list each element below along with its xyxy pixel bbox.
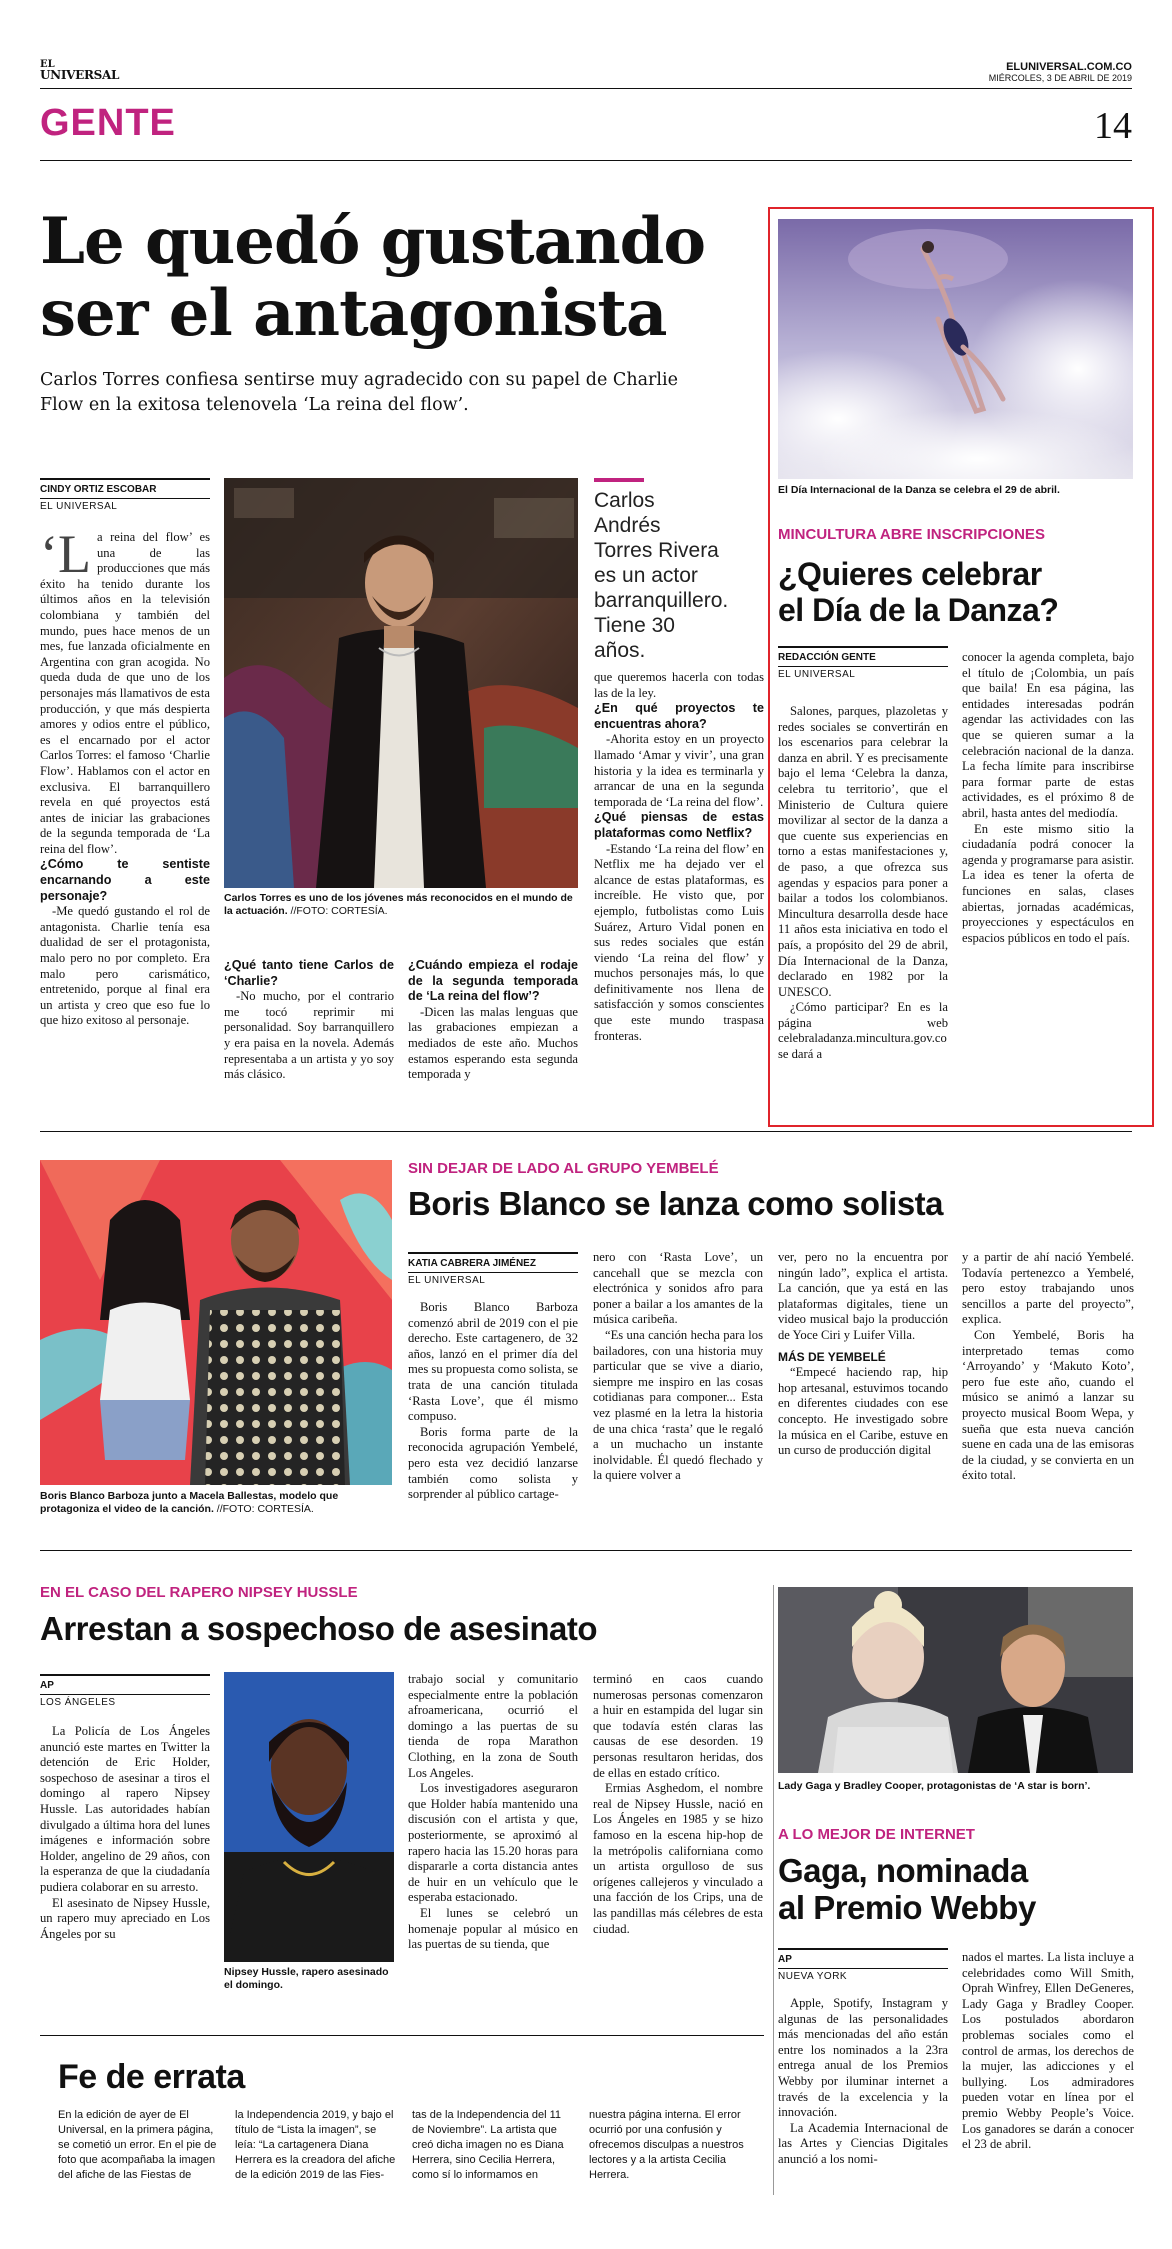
gaga-cooper-photo	[778, 1587, 1133, 1773]
paragraph: nero con ‘Rasta Love’, un cancehall que se mezcla con electrónica y sonidos afro para poner a bailar a los amantes de la música caribeña.	[593, 1250, 763, 1327]
errata-col-1: En la edición de ayer de El Universal, en la primera página, se cometió un error. En el pie de foto que acompañaba la imagen del afiche de las Fiestas de	[58, 2109, 217, 2181]
gaga-headline-line-1: Gaga, nominada	[778, 1852, 1028, 1889]
nipsey-photo	[224, 1672, 394, 1962]
paragraph: Los investigadores aseguraron que Holder había mantenido una discusión con el artista y que, posteriormente, se aproximó al rapero hacia las 15.20 horas para dispararle a corta distancia antes de huir en un vehículo que le esperaba estacionado.	[408, 1781, 578, 1905]
danza-col-1	[778, 704, 948, 1063]
paragraph: “Es una canción hecha para los bailadores, con una historia muy particular que se vive a diario, siempre me inspiro en las cosas cotidianas para componer... Esta vez plasmé en la letra la historia de una chica ‘rasta’ que le regaló a un muchacho un instante inolvidable. Él quedó flechado y la quiere volver a	[593, 1327, 763, 1483]
interview-question: ¿En qué proyectos te encuentras ahora?	[594, 701, 764, 731]
paragraph: -Ahorita estoy en un proyecto llamado ‘Amar y vivir’, una gran historia y la idea es terminarla y arrancar de una en la segunda temporada de ‘La reina del flow’.	[594, 732, 764, 809]
paragraph: “Empecé haciendo rap, hip hop artesanal, estuvimos tocando en diferentes ciudades con ese concepto. He investigado sobre la música en el Caribe, estuve en un curso de producción digital	[778, 1365, 948, 1458]
boris-byline	[408, 1252, 578, 1287]
caption-text: Boris Blanco Barboza junto a Macela Ballestas, modelo que protagoniza el video de la canción.	[40, 1490, 339, 1515]
paragraph: Boris forma parte de la reconocida agrupación Yembelé, pero esta vez decidió lanzarse también como solista y sorprender al público cartage-	[408, 1424, 578, 1502]
outlet: NUEVA YORK	[778, 1968, 948, 1983]
outlet: EL UNIVERSAL	[778, 666, 948, 681]
caption-text: Nipsey Hussle, rapero asesinado el domingo.	[224, 1966, 389, 1991]
author: KATIA CABRERA JIMÉNEZ	[408, 1252, 578, 1270]
paragraph: -Dicen las malas lenguas que las grabaciones empiezan a mediados de este año. Muchos estamos esperando esta segunda temporada y	[408, 1004, 578, 1082]
author: AP	[778, 1948, 948, 1966]
main-col-1	[40, 524, 210, 1029]
paragraph: -Estando ‘La reina del flow’ en Netflix me ha dejado ver el alcance de estas plataformas, es increíble. He visto que, por ejemplo, futbolistas como Luis Suárez, Arturo Vidal ponen en sus redes sociales que están viendo ‘La reina del flow’ y muchos personajes más, lo que definitivamente nos llena de satisfacción y somos conscientes que este mundo traspasa fronteras.	[594, 841, 764, 1043]
subhead: MÁS DE YEMBELÉ	[778, 1349, 886, 1364]
boris-photo	[40, 1160, 392, 1485]
errata-title: Fe de errata	[58, 2058, 245, 2096]
errata-col-4: nuestra página interna. El error ocurrió por una confusión y ofrecemos disculpas a nuestros lectores y a la artista Cecilia Herrera.	[589, 2109, 744, 2181]
interview-question: ¿Qué tanto tiene Carlos de ‘Charlie?	[224, 958, 394, 988]
interview-question: ¿Cuándo empieza el rodaje de la segunda temporada de ‘La reina del flow’?	[408, 958, 578, 1004]
nipsey-headline: Arrestan a sospechoso de asesinato	[40, 1610, 598, 1647]
boris-kicker: SIN DEJAR DE LADO AL GRUPO YEMBELÉ	[408, 1160, 719, 1177]
nipsey-caption	[224, 1966, 389, 1992]
gaga-caption: Lady Gaga y Bradley Cooper, protagonistas de ‘A star is born’.	[778, 1780, 1091, 1792]
danza-headline	[778, 556, 1058, 628]
section-title: GENTE	[40, 102, 176, 144]
paragraph: ¿Cómo participar? En es la página web celebraladanza.mincultura.gov.co se dará a	[778, 1000, 948, 1062]
logo	[40, 60, 119, 80]
nipsey-col-2	[408, 1672, 578, 1953]
photo-credit: //FOTO: CORTESÍA.	[216, 1503, 314, 1515]
paragraph: nados el martes. La lista incluye a celebridades como Will Smith, Oprah Winfrey, Ellen DeGeneres, Lady Gaga y Bradley Cooper. Los postulados abordaron problemas sociales como el control de armas, los derechos de la mujer, las adicciones y el bullying. Los admiradores pueden votar en línea por el premio Webby People’s Voice. Los ganadores se darán a conocer el 23 de abril.	[962, 1950, 1134, 2152]
paragraph: Ermias Asghedom, el nombre real de Nipsey Hussle, nació en Los Ángeles en 1985 y se hizo famoso en la escena hip-hop de la metrópolis californiana como un artista orgulloso de sus orígenes callejeros y vinculado a una facción de los Crips, una de las pandillas más célebres de esta ciudad.	[593, 1781, 763, 1936]
author: AP	[40, 1674, 210, 1692]
main-col-3	[408, 958, 578, 1083]
nipsey-col-1	[40, 1724, 210, 1942]
dancer-photo	[778, 219, 1133, 479]
paragraph: ver, pero no la encuentra por ningún lado”, explica el artista. La canción, que ya está en las plataformas digitales, tiene un video musical bajo la producción de Yoce Ciri y Luifer Villa.	[778, 1250, 948, 1342]
boris-col-1	[408, 1300, 578, 1503]
logo-bottom: UNIVERSAL	[40, 68, 120, 82]
author: REDACCIÓN GENTE	[778, 646, 948, 664]
interview-question: ¿Cómo te sentiste encarnando a este personaje?	[40, 857, 210, 903]
gaga-byline	[778, 1948, 948, 1983]
site-url: ELUNIVERSAL.COM.CO	[1006, 61, 1132, 73]
pull-quote: Carlos Andrés Torres Rivera es un actor barranquillero. Tiene 30 años.	[594, 489, 729, 662]
danza-headline-line-1: ¿Quieres celebrar	[778, 556, 1042, 592]
paragraph: -Me quedó gustando el rol de antagonista. Charlie tenía esa dualidad de ser el protagonista, malo pero no por completo. Era malo pero carismático, entretenido, porque al final era un artista y creo que eso fue lo que hizo exitoso al personaje.	[40, 904, 210, 1028]
paragraph: terminó en caos cuando numerosas personas comenzaron a huir en estampida del lugar sin que todavía estén claras las causas de ese desorden. 19 personas resultaron heridas, dos de ellas en estado crítico.	[593, 1672, 763, 1780]
paragraph: que queremos hacerla con todas las de la ley.	[594, 670, 764, 700]
outlet: EL UNIVERSAL	[40, 498, 210, 513]
paragraph: y a partir de ahí nació Yembelé. Todavía pertenezco a Yembelé, pero estoy trabajando unos sencillos a parte del proyecto”, explica.	[962, 1250, 1134, 1327]
paragraph: conocer la agenda completa, bajo el título de ¡Colombia, un país que baila! En esa página, las entidades interesadas podrán agendar las actividades con las que se quieren sumar a la celebración nacional de la danza. La fecha límite para inscribirse para formar parte de estas actividades, es el próximo 8 de abril, hasta antes del mediodía.	[962, 650, 1134, 820]
gaga-col-2	[962, 1950, 1134, 2153]
main-deck: Carlos Torres confiesa sentirse muy agradecido con su papel de Charlie Flow en la exitosa telenovela ‘La reina del flow’.	[40, 370, 678, 415]
masthead-meta	[989, 62, 1132, 84]
carlos-torres-photo	[224, 478, 578, 888]
paragraph: En este mismo sitio la ciudadanía podrá conocer la agenda y programarse para asistir. La idea es tener la oferta de funciones en salas, clases abiertas, jornadas académicas, proyecciones y espectáculos en espacios públicos en todo el país.	[962, 821, 1134, 945]
paragraph: a reina del flow’ es una de las producciones que más éxito ha tenido durante los últimos años en la televisión colombiana y también del mundo, pues hace menos de un mes, fue lanzada oficialmente en Argentina con gran acogida. No queda duda de que uno de los personajes más llamativos de esta producción, y que más despierta amores y odios entre el público, es el encarnado por el actor Carlos Torres: el famoso ‘Charlie Flow’. Hablamos con el actor en exclusiva. El barranquillero revela en qué proyectos está antes de iniciar las grabaciones de la segunda temporada de ‘La reina del flow’.	[40, 530, 210, 856]
outlet: LOS ÁNGELES	[40, 1694, 210, 1709]
nipsey-byline	[40, 1674, 210, 1709]
caption-text: Carlos Torres es uno de los jóvenes más reconocidos en el mundo de la actuación.	[224, 892, 573, 917]
photo-credit: //FOTO: CORTESÍA.	[290, 905, 388, 917]
logo-top: EL	[40, 59, 55, 70]
paragraph: La Policía de Los Ángeles anunció este martes en Twitter la detención de Eric Holder, sospechoso de asesinar a tiros el domingo al rapero Nipsey Hussle. Las autoridades habían divulgado a última hora del lunes imágenes e información sobre Holder, angelino de 29 años, con la esperanza de que la ciudadanía pudiera colaborar en su arresto.	[40, 1724, 210, 1894]
paragraph: trabajo social y comunitario especialmente entre la población afroamericana, ocurrió el domingo a las puertas de su tienda de ropa Marathon Clothing, en la zona de South Los Angeles.	[408, 1672, 578, 1780]
interview-question: ¿Qué piensas de estas plataformas como Netflix?	[594, 810, 764, 840]
danza-col-2	[962, 650, 1134, 946]
dancer-caption: El Día Internacional de la Danza se celebra el 29 de abril.	[778, 484, 1060, 496]
errata-col-3: tas de la Independencia del 11 de Noviembre”. La artista que creó dicha imagen no es Diana Herrera, sino Cecilia Herrera, como sí lo informamos en	[412, 2109, 564, 2181]
danza-headline-line-2: el Día de la Danza?	[778, 592, 1059, 628]
gaga-headline	[778, 1852, 1036, 1926]
boris-col-4	[962, 1250, 1134, 1484]
author: CINDY ORTIZ ESCOBAR	[40, 478, 210, 496]
paragraph: Con Yembelé, Boris ha interpretado temas como ‘Arroyando’ y ‘Makuto Koto’, pero fue este año, cuando el músico se animó a lanzar su proyecto musical Boom Wepa, y sueña que esta nueva canción suene en cada una de las emisoras de la ciudad, y se convierta en un éxito total.	[962, 1327, 1134, 1483]
paragraph: -No mucho, por el contrario me tocó reprimir mi personalidad. Soy barranquillero y era paisa en la novela. Además representaba a un artista y yo soy más clásico.	[224, 989, 394, 1082]
paragraph: El asesinato de Nipsey Hussle, un rapero muy apreciado en Los Ángeles por su	[40, 1895, 210, 1941]
errata-col-2: la Independencia 2019, y bajo el título de “Lista la imagen”, se leía: “La cartagenera Diana Herrera es la creadora del afiche de la edición 2019 de las Fies-	[235, 2109, 396, 2181]
gaga-col-1	[778, 1996, 948, 2168]
main-photo-caption	[224, 892, 578, 918]
gaga-kicker: A LO MEJOR DE INTERNET	[778, 1826, 975, 1843]
main-col-4	[594, 670, 764, 1044]
danza-kicker: MINCULTURA ABRE INSCRIPCIONES	[778, 526, 1045, 543]
issue-date: MIÉRCOLES, 3 DE ABRIL DE 2019	[988, 73, 1132, 83]
main-headline-line-2: ser el antagonista	[40, 276, 667, 351]
nipsey-col-3	[593, 1672, 763, 1937]
danza-byline	[778, 646, 948, 681]
paragraph: Boris Blanco Barboza comenzó abril de 2019 con el pie derecho. Este cartagenero, de 32 años, lanzó en el primer día del mes su propuesta como solista, se trata de una canción titulada ‘Rasta Love’, que él mismo compuso.	[408, 1300, 578, 1424]
outlet: EL UNIVERSAL	[408, 1272, 578, 1287]
main-headline-line-1: Le quedó gustando	[40, 204, 706, 279]
main-headline	[40, 206, 705, 350]
paragraph: La Academia Internacional de las Artes y Ciencias Digitales anunció a los nomi-	[778, 2120, 948, 2166]
page-number: 14	[1094, 105, 1132, 147]
paragraph: Apple, Spotify, Instagram y algunas de las personalidades más mencionadas del año están entre los nominados a la 23ra entrega anual de los Premios Webby por iluminar internet a través de la excelencia y la innovación.	[778, 1996, 948, 2120]
boris-headline: Boris Blanco se lanza como solista	[408, 1185, 944, 1222]
nipsey-kicker: EN EL CASO DEL RAPERO NIPSEY HUSSLE	[40, 1584, 358, 1601]
paragraph: Salones, parques, plazoletas y redes sociales se convertirán en los escenarios para celebrar la danza en abril. Y es precisamente bajo el lema ‘Celebra la danza, celebra tu territorio’, que el Ministerio de Cultura quiere movilizar al sector de la danza a que cuente sus experiencias en torno a estas manifestaciones y, de paso, a que ofrezca sus agendas y espacios para poner a bailar a todos los colombianos. Mincultura desarrolla desde hace 11 años esta iniciativa en todo el país, a propósito del 29 de abril, Día Internacional de la Danza, declarado en 1982 por la UNESCO.	[778, 704, 948, 999]
boris-col-2	[593, 1250, 763, 1484]
paragraph: El lunes se celebró un homenaje popular al músico en las puertas de su tienda, que	[408, 1905, 578, 1952]
boris-col-3	[778, 1250, 948, 1459]
main-byline	[40, 478, 210, 513]
main-col-2	[224, 958, 394, 1083]
gaga-headline-line-2: al Premio Webby	[778, 1889, 1036, 1926]
boris-caption	[40, 1490, 392, 1516]
drop-cap: ‘L	[40, 524, 91, 584]
